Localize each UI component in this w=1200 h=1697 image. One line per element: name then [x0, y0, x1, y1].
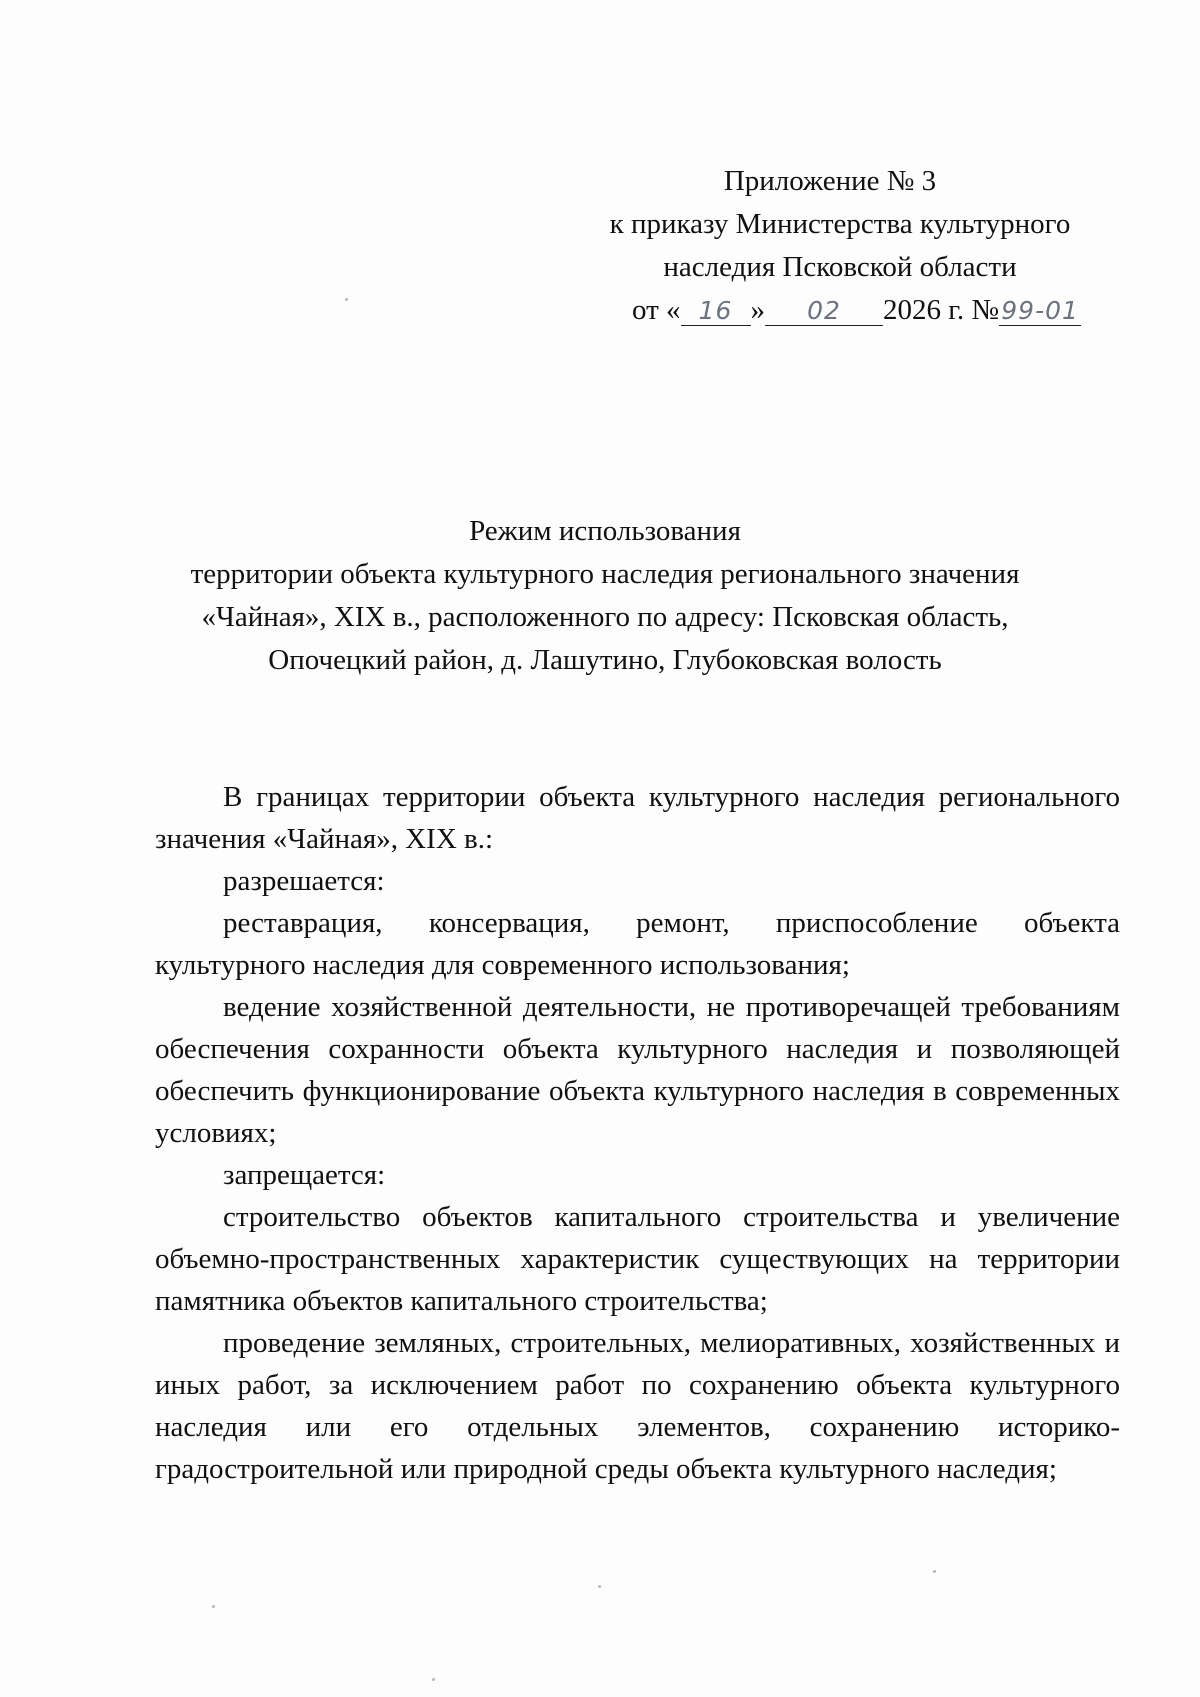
date-mid: »	[750, 294, 766, 326]
appendix-header	[560, 160, 1120, 332]
allowed-item-1: реставрация, консервация, ремонт, приспособление объекта культурного наследия для современного использования;	[155, 907, 1120, 981]
forbidden-heading: запрещается:	[223, 1159, 386, 1191]
date-day-field	[681, 295, 751, 326]
document-title	[150, 510, 1060, 682]
date-prefix: от «	[632, 294, 681, 326]
scan-speck	[212, 1605, 215, 1608]
date-day-handwritten: 16	[698, 296, 733, 325]
allowed-heading: разрешается:	[223, 865, 385, 897]
scan-speck	[933, 1570, 936, 1573]
appendix-order-ref: к приказу Министерства культурного	[609, 208, 1071, 240]
title-line-3: «Чайная», XIX в., расположенного по адресу: Псковская область,	[201, 601, 1009, 633]
date-month-field	[765, 295, 883, 326]
forbidden-item-2: проведение земляных, строительных, мелиоративных, хозяйственных и иных работ, за исключением работ по сохранению объекта культурного наследия или его отдельных элементов, сохранению историко-градостроительной или природной среды объекта культурного наследия;	[155, 1327, 1120, 1485]
date-year: 2026 г. №	[883, 294, 1000, 326]
appendix-ministry: наследия Псковской области	[663, 251, 1017, 283]
title-line-4: Опочецкий район, д. Лашутино, Глубоковская волость	[268, 644, 942, 676]
scan-speck	[598, 1585, 601, 1588]
scan-speck	[432, 1678, 435, 1681]
allowed-item-2: ведение хозяйственной деятельности, не противоречащей требованиям обеспечения сохранности объекта культурного наследия и позволяющей обеспечить функционирование объекта культурного наследия в современных условиях;	[155, 991, 1120, 1149]
appendix-number: Приложение № 3	[723, 165, 937, 197]
scan-speck	[345, 298, 348, 301]
forbidden-item-1: строительство объектов капитального строительства и увеличение объемно-пространственных характеристик существующих на территории памятника объектов капитального строительства;	[155, 1201, 1120, 1317]
title-line-1: Режим использования	[469, 515, 741, 547]
title-line-2: территории объекта культурного наследия регионального значения	[190, 558, 1020, 590]
date-month-handwritten: 02	[807, 296, 841, 325]
order-number-field	[999, 295, 1081, 326]
document-body	[155, 776, 1120, 1490]
order-number-handwritten: 99-01	[1001, 296, 1079, 325]
intro-paragraph: В границах территории объекта культурного наследия регионального значения «Чайная», XIX в.:	[155, 781, 1120, 855]
appendix-date-line	[560, 289, 1120, 332]
